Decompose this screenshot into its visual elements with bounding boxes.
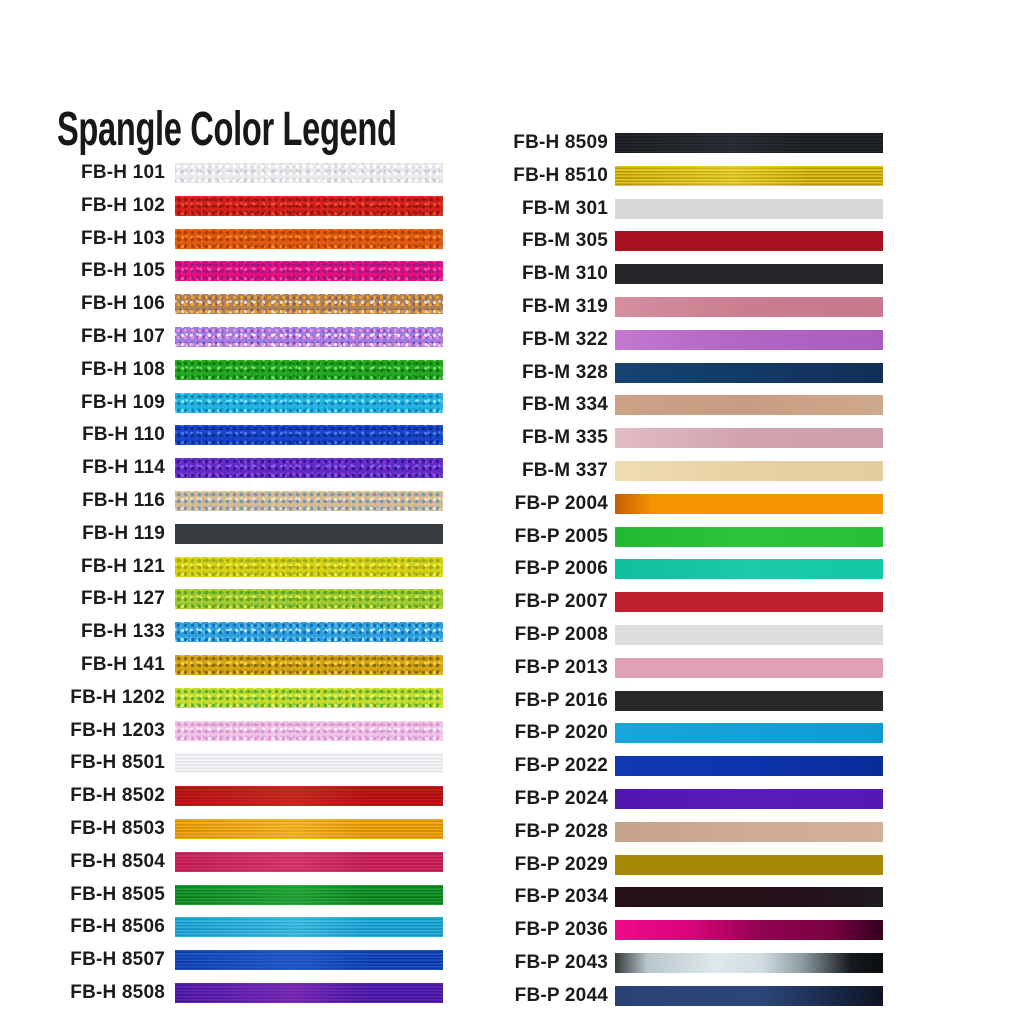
legend-row — [45, 852, 443, 872]
swatch-label: FB-P 2016 — [514, 689, 608, 711]
swatch-label: FB-H 8509 — [513, 132, 608, 153]
swatch-label: FB-H 8501 — [70, 752, 165, 774]
color-swatch — [175, 491, 443, 511]
legend-row — [455, 986, 883, 1006]
color-swatch — [175, 917, 443, 937]
legend-row — [455, 887, 883, 907]
swatch-label: FB-H 110 — [82, 424, 165, 446]
swatch-label: FB-H 8507 — [70, 949, 165, 971]
swatch-label: FB-H 8508 — [70, 981, 165, 1003]
swatch-label: FB-H 101 — [81, 162, 165, 183]
legend-row — [455, 658, 883, 678]
swatch-label: FB-H 108 — [81, 358, 165, 380]
swatch-label: FB-M 328 — [521, 361, 608, 383]
legend-column-right — [455, 133, 883, 1019]
swatch-label: FB-P 2029 — [514, 853, 608, 875]
legend-row — [455, 855, 883, 875]
color-swatch — [175, 950, 443, 970]
legend-row — [45, 983, 443, 1003]
color-swatch — [615, 133, 883, 153]
swatch-label: FB-M 305 — [521, 230, 608, 252]
color-swatch — [175, 458, 443, 478]
color-swatch — [175, 622, 443, 642]
swatch-label: FB-M 301 — [521, 197, 608, 219]
legend-row — [45, 294, 443, 314]
legend-row — [455, 363, 883, 383]
swatch-label: FB-P 2022 — [514, 755, 608, 777]
legend-row — [45, 950, 443, 970]
legend-row — [455, 559, 883, 579]
legend-row — [45, 885, 443, 905]
color-swatch — [615, 625, 883, 645]
color-swatch — [175, 589, 443, 609]
color-swatch — [175, 425, 443, 445]
color-swatch — [615, 559, 883, 579]
legend-row — [455, 166, 883, 186]
legend-row — [45, 688, 443, 708]
legend-row — [45, 524, 443, 544]
color-swatch — [175, 360, 443, 380]
swatch-label: FB-M 319 — [521, 295, 608, 317]
color-swatch — [175, 852, 443, 872]
color-swatch — [175, 655, 443, 675]
color-swatch — [615, 297, 883, 317]
swatch-label: FB-P 2006 — [514, 558, 608, 580]
legend-row — [455, 723, 883, 743]
color-swatch — [175, 885, 443, 905]
color-swatch — [615, 527, 883, 547]
swatch-label: FB-H 102 — [81, 194, 165, 216]
color-swatch — [615, 953, 883, 973]
swatch-label: FB-M 335 — [521, 427, 608, 449]
legend-row — [45, 360, 443, 380]
swatch-label: FB-H 106 — [81, 293, 165, 315]
swatch-label: FB-H 8504 — [70, 850, 165, 872]
color-swatch — [615, 920, 883, 940]
swatch-label: FB-P 2007 — [514, 591, 608, 613]
swatch-label: FB-M 334 — [521, 394, 608, 416]
swatch-label: FB-H 127 — [81, 588, 165, 610]
legend-row — [45, 196, 443, 216]
swatch-label: FB-H 116 — [82, 489, 165, 511]
legend-row — [45, 589, 443, 609]
legend-row — [455, 789, 883, 809]
color-swatch — [615, 395, 883, 415]
color-swatch — [615, 986, 883, 1006]
legend-row — [455, 297, 883, 317]
color-swatch — [175, 819, 443, 839]
color-swatch — [615, 855, 883, 875]
legend-row — [455, 953, 883, 973]
swatch-label: FB-H 103 — [81, 227, 165, 249]
legend-row — [455, 461, 883, 481]
color-swatch — [175, 688, 443, 708]
color-swatch — [175, 393, 443, 413]
legend-row — [45, 229, 443, 249]
swatch-label: FB-P 2034 — [514, 886, 608, 908]
color-swatch — [615, 461, 883, 481]
color-swatch — [175, 721, 443, 741]
swatch-label: FB-P 2036 — [514, 919, 608, 941]
swatch-label: FB-H 8510 — [513, 164, 608, 186]
legend-row — [455, 395, 883, 415]
swatch-label: FB-P 2008 — [514, 623, 608, 645]
color-swatch — [615, 428, 883, 448]
swatch-label: FB-P 2043 — [514, 951, 608, 973]
color-swatch — [175, 229, 443, 249]
legend-row — [45, 917, 443, 937]
color-swatch — [615, 264, 883, 284]
swatch-label: FB-H 109 — [81, 391, 165, 413]
color-swatch — [175, 753, 443, 773]
color-swatch — [175, 983, 443, 1003]
swatch-label: FB-H 8502 — [70, 785, 165, 807]
legend-row — [455, 920, 883, 940]
color-swatch — [615, 199, 883, 219]
legend-row — [45, 557, 443, 577]
legend-row — [455, 264, 883, 284]
color-swatch — [615, 658, 883, 678]
swatch-label: FB-M 310 — [521, 263, 608, 285]
legend-row — [45, 425, 443, 445]
swatch-label: FB-P 2004 — [514, 492, 608, 514]
legend-row — [455, 199, 883, 219]
color-swatch — [175, 524, 443, 544]
swatch-label: FB-P 2044 — [514, 984, 608, 1006]
color-swatch — [615, 166, 883, 186]
color-swatch — [615, 723, 883, 743]
color-swatch — [175, 163, 443, 183]
color-swatch — [615, 592, 883, 612]
legend-row — [45, 393, 443, 413]
color-swatch — [615, 756, 883, 776]
color-swatch — [615, 887, 883, 907]
legend-row — [45, 655, 443, 675]
legend-row — [45, 721, 443, 741]
legend-row — [455, 133, 883, 153]
color-swatch — [175, 786, 443, 806]
legend-row — [455, 625, 883, 645]
swatch-label: FB-H 119 — [82, 522, 165, 544]
legend-row — [455, 756, 883, 776]
color-swatch — [175, 261, 443, 281]
legend-row — [45, 458, 443, 478]
legend-row — [45, 327, 443, 347]
swatch-label: FB-P 2028 — [514, 820, 608, 842]
legend-row — [455, 691, 883, 711]
swatch-label: FB-P 2024 — [514, 787, 608, 809]
swatch-label: FB-H 1203 — [70, 719, 165, 741]
color-swatch — [615, 231, 883, 251]
legend-row — [455, 527, 883, 547]
color-swatch — [175, 327, 443, 347]
legend-row — [45, 163, 443, 183]
swatch-label: FB-P 2005 — [514, 525, 608, 547]
color-swatch — [175, 557, 443, 577]
swatch-label: FB-H 133 — [81, 621, 165, 643]
color-swatch — [175, 294, 443, 314]
legend-row — [455, 231, 883, 251]
color-swatch — [615, 363, 883, 383]
swatch-label: FB-H 141 — [81, 653, 165, 675]
swatch-label: FB-H 8505 — [70, 883, 165, 905]
legend-row — [455, 592, 883, 612]
legend-row — [45, 261, 443, 281]
legend-row — [45, 786, 443, 806]
swatch-label: FB-H 8503 — [70, 817, 165, 839]
color-swatch — [615, 330, 883, 350]
color-swatch — [175, 196, 443, 216]
legend-column-left — [45, 163, 443, 1016]
legend-row — [455, 494, 883, 514]
swatch-label: FB-H 107 — [81, 325, 165, 347]
swatch-label: FB-H 121 — [81, 555, 165, 577]
swatch-label: FB-P 2020 — [514, 722, 608, 744]
legend-row — [45, 622, 443, 642]
legend-row — [45, 819, 443, 839]
swatch-label: FB-M 337 — [521, 459, 608, 481]
color-swatch — [615, 691, 883, 711]
legend-row — [45, 491, 443, 511]
color-swatch — [615, 494, 883, 514]
swatch-label: FB-H 114 — [82, 457, 165, 479]
swatch-label: FB-H 105 — [81, 260, 165, 282]
color-swatch — [615, 822, 883, 842]
swatch-label: FB-M 322 — [521, 328, 608, 350]
swatch-label: FB-P 2013 — [514, 656, 608, 678]
legend-row — [45, 753, 443, 773]
legend-row — [455, 428, 883, 448]
swatch-label: FB-H 8506 — [70, 916, 165, 938]
legend-row — [455, 822, 883, 842]
swatch-label: FB-H 1202 — [70, 686, 165, 708]
legend-row — [455, 330, 883, 350]
color-swatch — [615, 789, 883, 809]
page-title: Spangle Color Legend — [57, 103, 397, 157]
